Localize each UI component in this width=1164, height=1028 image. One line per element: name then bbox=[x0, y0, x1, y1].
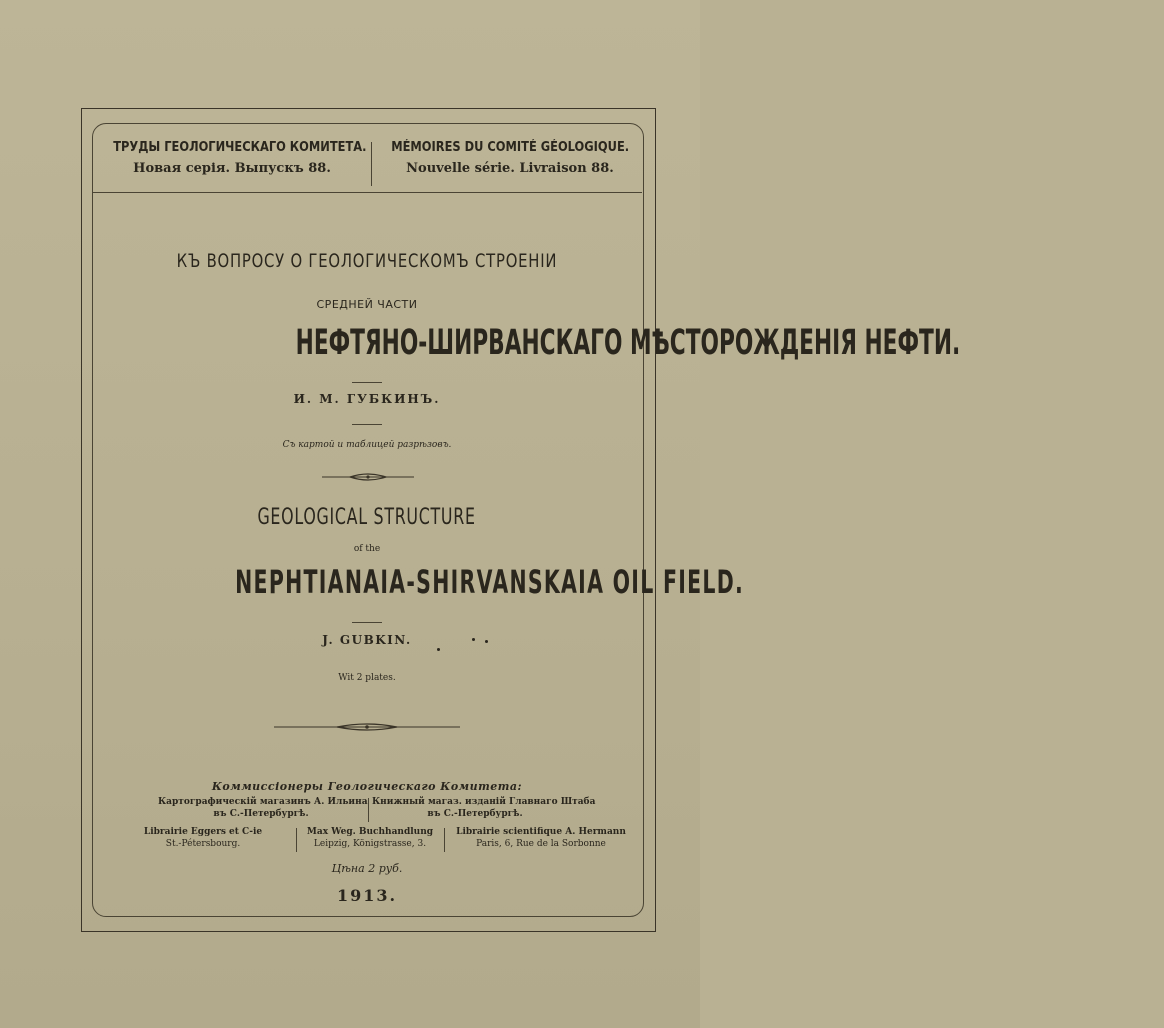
seller-name: Книжный магаз. изданій Главнаго Штаба bbox=[372, 797, 596, 807]
seller-ilyin bbox=[158, 796, 368, 820]
column-divider bbox=[296, 828, 297, 852]
english-title-line-2: of the bbox=[353, 544, 381, 554]
ink-speck bbox=[437, 648, 440, 651]
seller-city: Paris, 6, Rue de la Sorbonne bbox=[476, 839, 606, 849]
seller-city: Leipzig, Königstrasse, 3. bbox=[313, 839, 427, 849]
short-rule bbox=[352, 424, 382, 425]
ink-speck bbox=[472, 638, 475, 641]
short-rule bbox=[352, 382, 382, 383]
ink-speck bbox=[485, 640, 488, 643]
ornament-divider-icon bbox=[272, 720, 462, 734]
short-rule bbox=[352, 622, 382, 623]
series-header-russian bbox=[97, 140, 367, 176]
russian-title-line-1: КЪ ВОПРОСУ О ГЕОЛОГИЧЕСКОМЪ СТРОЕНІИ bbox=[176, 250, 558, 272]
seller-general-staff bbox=[372, 796, 596, 820]
english-author: J. GUBKIN. bbox=[322, 633, 412, 647]
french-series-title: MÉMOIRES DU COMITÉ GÉOLOGIQUE. bbox=[391, 140, 630, 155]
russian-author: И. М. ГУБКИНЪ. bbox=[293, 392, 441, 406]
russian-plates-note: Съ картой и таблицей разрѣзовъ. bbox=[282, 440, 452, 450]
seller-name: Librairie Eggers et C-ie bbox=[143, 827, 263, 837]
russian-series-title: ТРУДЫ ГЕОЛОГИЧЕСКАГО КОМИТЕТА. bbox=[113, 140, 367, 155]
seller-hermann bbox=[448, 826, 634, 850]
russian-main-title: НЕФТЯНО-ШИРВАНСКАГО МѢСТОРОЖДЕНІЯ НЕФТИ. bbox=[295, 323, 961, 363]
series-header-french bbox=[375, 140, 645, 176]
russian-title-line-2: СРЕДНЕЙ ЧАСТИ bbox=[316, 298, 418, 311]
english-plates-note: Wit 2 plates. bbox=[338, 673, 396, 683]
header-divider bbox=[371, 142, 372, 186]
english-title-line-1: GEOLOGICAL STRUCTURE bbox=[257, 505, 477, 530]
seller-city: въ С.-Петербургѣ. bbox=[427, 809, 523, 819]
series-header bbox=[92, 138, 642, 193]
seller-name: Картографическій магазинъ А. Ильина bbox=[158, 797, 368, 807]
price: Цѣна 2 руб. bbox=[331, 862, 403, 875]
english-main-title: NEPHTIANAIA-SHIRVANSKAIA OIL FIELD. bbox=[235, 563, 745, 601]
ornament-divider-icon bbox=[320, 470, 416, 484]
seller-eggers bbox=[120, 826, 286, 850]
column-divider bbox=[444, 828, 445, 852]
russian-issue-number: Новая серія. Выпускъ 88. bbox=[133, 161, 331, 176]
column-divider bbox=[368, 798, 369, 822]
seller-city: St.-Pétersbourg. bbox=[165, 839, 241, 849]
commissioners-heading: Коммиссіонеры Геологическаго Комитета: bbox=[211, 780, 523, 793]
seller-city: въ С.-Петербургѣ. bbox=[213, 809, 309, 819]
seller-name: Librairie scientifique A. Hermann bbox=[456, 827, 626, 837]
french-issue-number: Nouvelle série. Livraison 88. bbox=[406, 161, 614, 176]
seller-weg bbox=[300, 826, 440, 850]
publication-year: 1913. bbox=[336, 886, 398, 905]
seller-name: Max Weg. Buchhandlung bbox=[306, 827, 434, 837]
